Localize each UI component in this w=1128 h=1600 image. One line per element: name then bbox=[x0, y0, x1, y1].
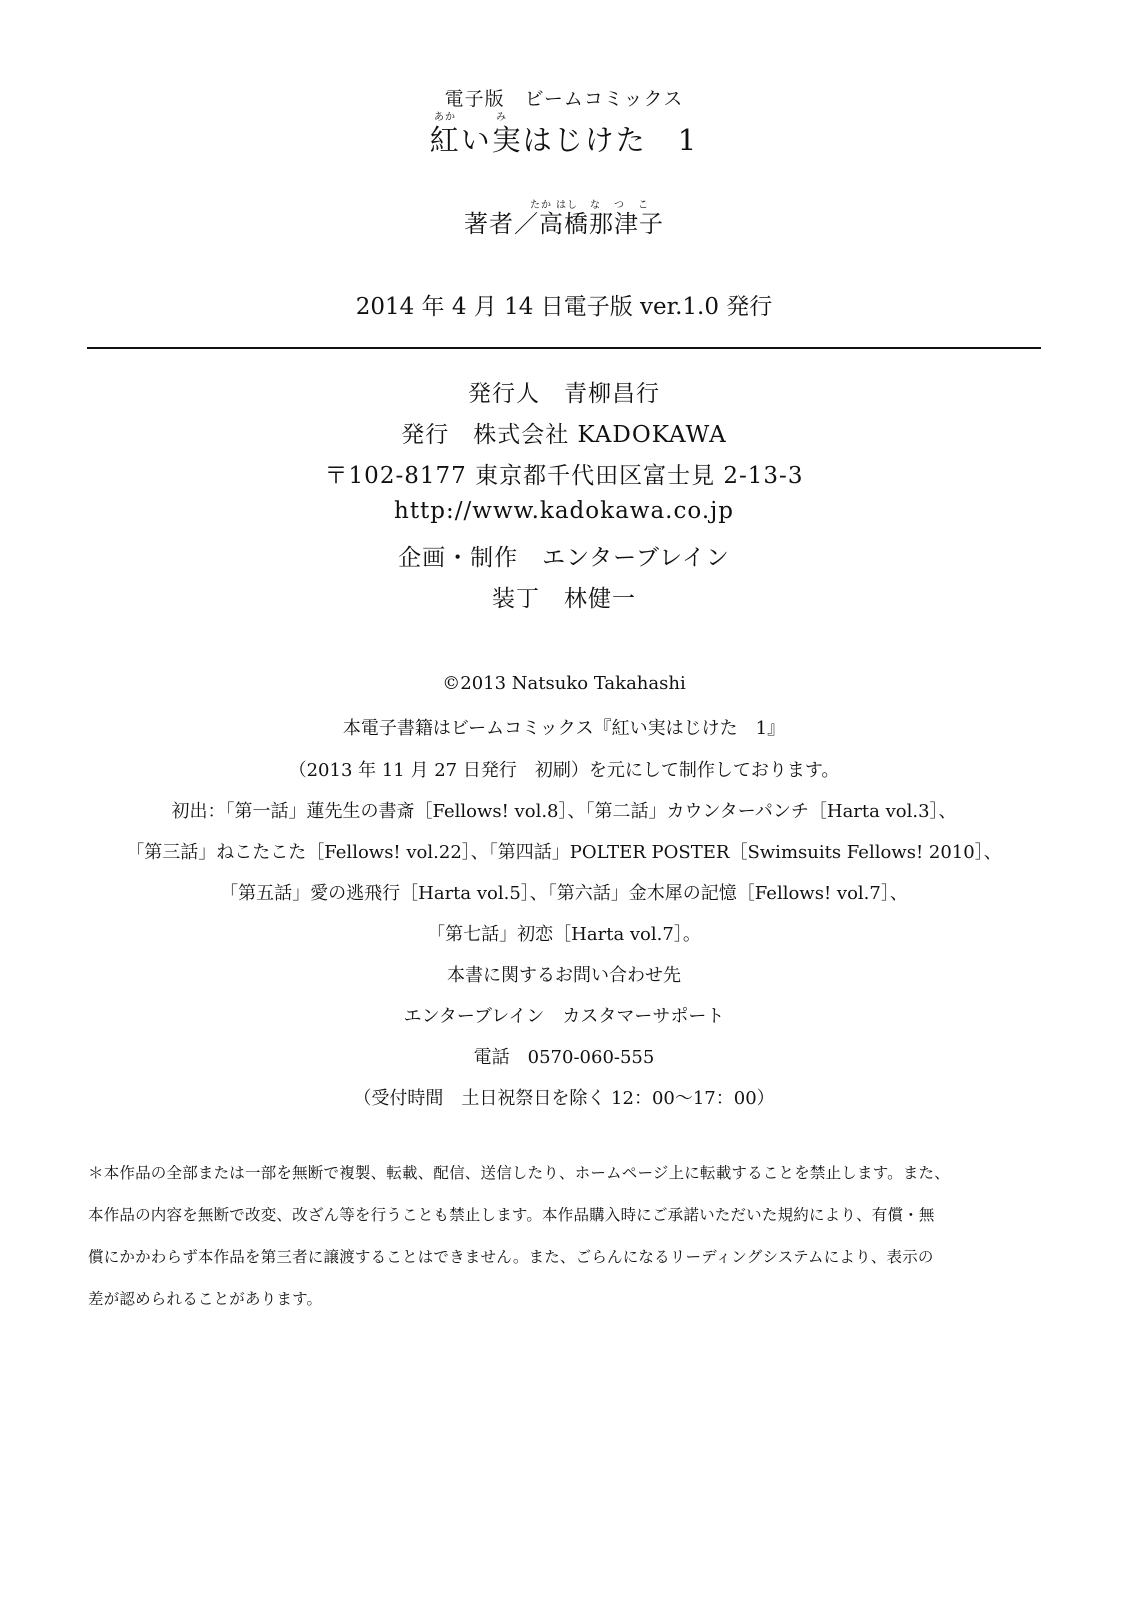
credit-publisher: 発行 株式会社 KADOKAWA bbox=[401, 422, 727, 448]
author-ruby-hashi: はし bbox=[556, 200, 578, 211]
title-ruby-aka: あか bbox=[434, 112, 456, 123]
note-line: エンターブレイン カスタマーサポート bbox=[403, 1006, 725, 1027]
note-line: 初出：「第一話」蓮先生の書斎［Fellows! vol.8］、「第二話」カウンターパンチ［Harta vol.3］、 bbox=[171, 801, 957, 822]
credit-design: 装丁 林健一 bbox=[492, 586, 636, 612]
note-line: 「第五話」愛の逃飛行［Harta vol.5］、「第六話」金木犀の記憶［Fellows! vol.7］、 bbox=[220, 883, 908, 904]
note-line: （受付時間 土日祝祭日を除く 12：00～17：00） bbox=[353, 1088, 775, 1109]
disclaimer-line: 差が認められることがあります。 bbox=[88, 1290, 323, 1308]
disclaimer-line: 本作品の内容を無断で改変、改ざん等を行うことも禁止します。本作品購入時にご承諾いただいた規約により、有償・無 bbox=[88, 1206, 935, 1224]
author-ruby-ko: こ bbox=[638, 200, 649, 211]
author-line: 著者／高橋那津子 bbox=[464, 210, 664, 238]
author-ruby-na: な bbox=[590, 200, 601, 211]
divider-rule bbox=[87, 347, 1041, 349]
disclaimer-line: ＊本作品の全部または一部を無断で複製、転載、配信、送信したり、ホームページ上に転載することを禁止します。また、 bbox=[88, 1164, 950, 1182]
credit-url: http://www.kadokawa.co.jp bbox=[394, 498, 734, 524]
credit-production: 企画・制作 エンターブレイン bbox=[398, 545, 730, 571]
author-ruby-taka: たか bbox=[530, 200, 552, 211]
credit-publisher-person: 発行人 青柳昌行 bbox=[468, 381, 660, 407]
note-line: 本書に関するお問い合わせ先 bbox=[447, 965, 681, 986]
copyright-line: ©2013 Natsuko Takahashi bbox=[442, 673, 686, 694]
author-ruby-tsu: つ bbox=[614, 200, 625, 211]
note-line: （2013 年 11 月 27 日発行 初刷）を元にして制作しております。 bbox=[288, 760, 840, 781]
note-line: 電話 0570-060-555 bbox=[473, 1047, 655, 1068]
series-label: 電子版 ビームコミックス bbox=[444, 88, 684, 110]
note-line: 本電子書籍はビームコミックス『紅い実はじけた 1』 bbox=[342, 718, 786, 739]
book-title: 紅い実はじけた 1 bbox=[429, 123, 699, 157]
credit-address: 〒102-8177 東京都千代田区富士見 2-13-3 bbox=[324, 463, 804, 489]
note-line: 「第七話」初恋［Harta vol.7］。 bbox=[427, 924, 701, 945]
title-ruby-mi: み bbox=[496, 112, 507, 123]
edition-date: 2014 年 4 月 14 日電子版 ver.1.0 発行 bbox=[355, 294, 773, 320]
disclaimer-line: 償にかかわらず本作品を第三者に譲渡することはできません。また、ごらんになるリーディングシステムにより、表示の bbox=[88, 1248, 934, 1266]
note-line: 「第三話」ねこたこた［Fellows! vol.22］、「第四話」POLTER POSTER［Swimsuits Fellows! 2010］、 bbox=[126, 842, 1002, 863]
